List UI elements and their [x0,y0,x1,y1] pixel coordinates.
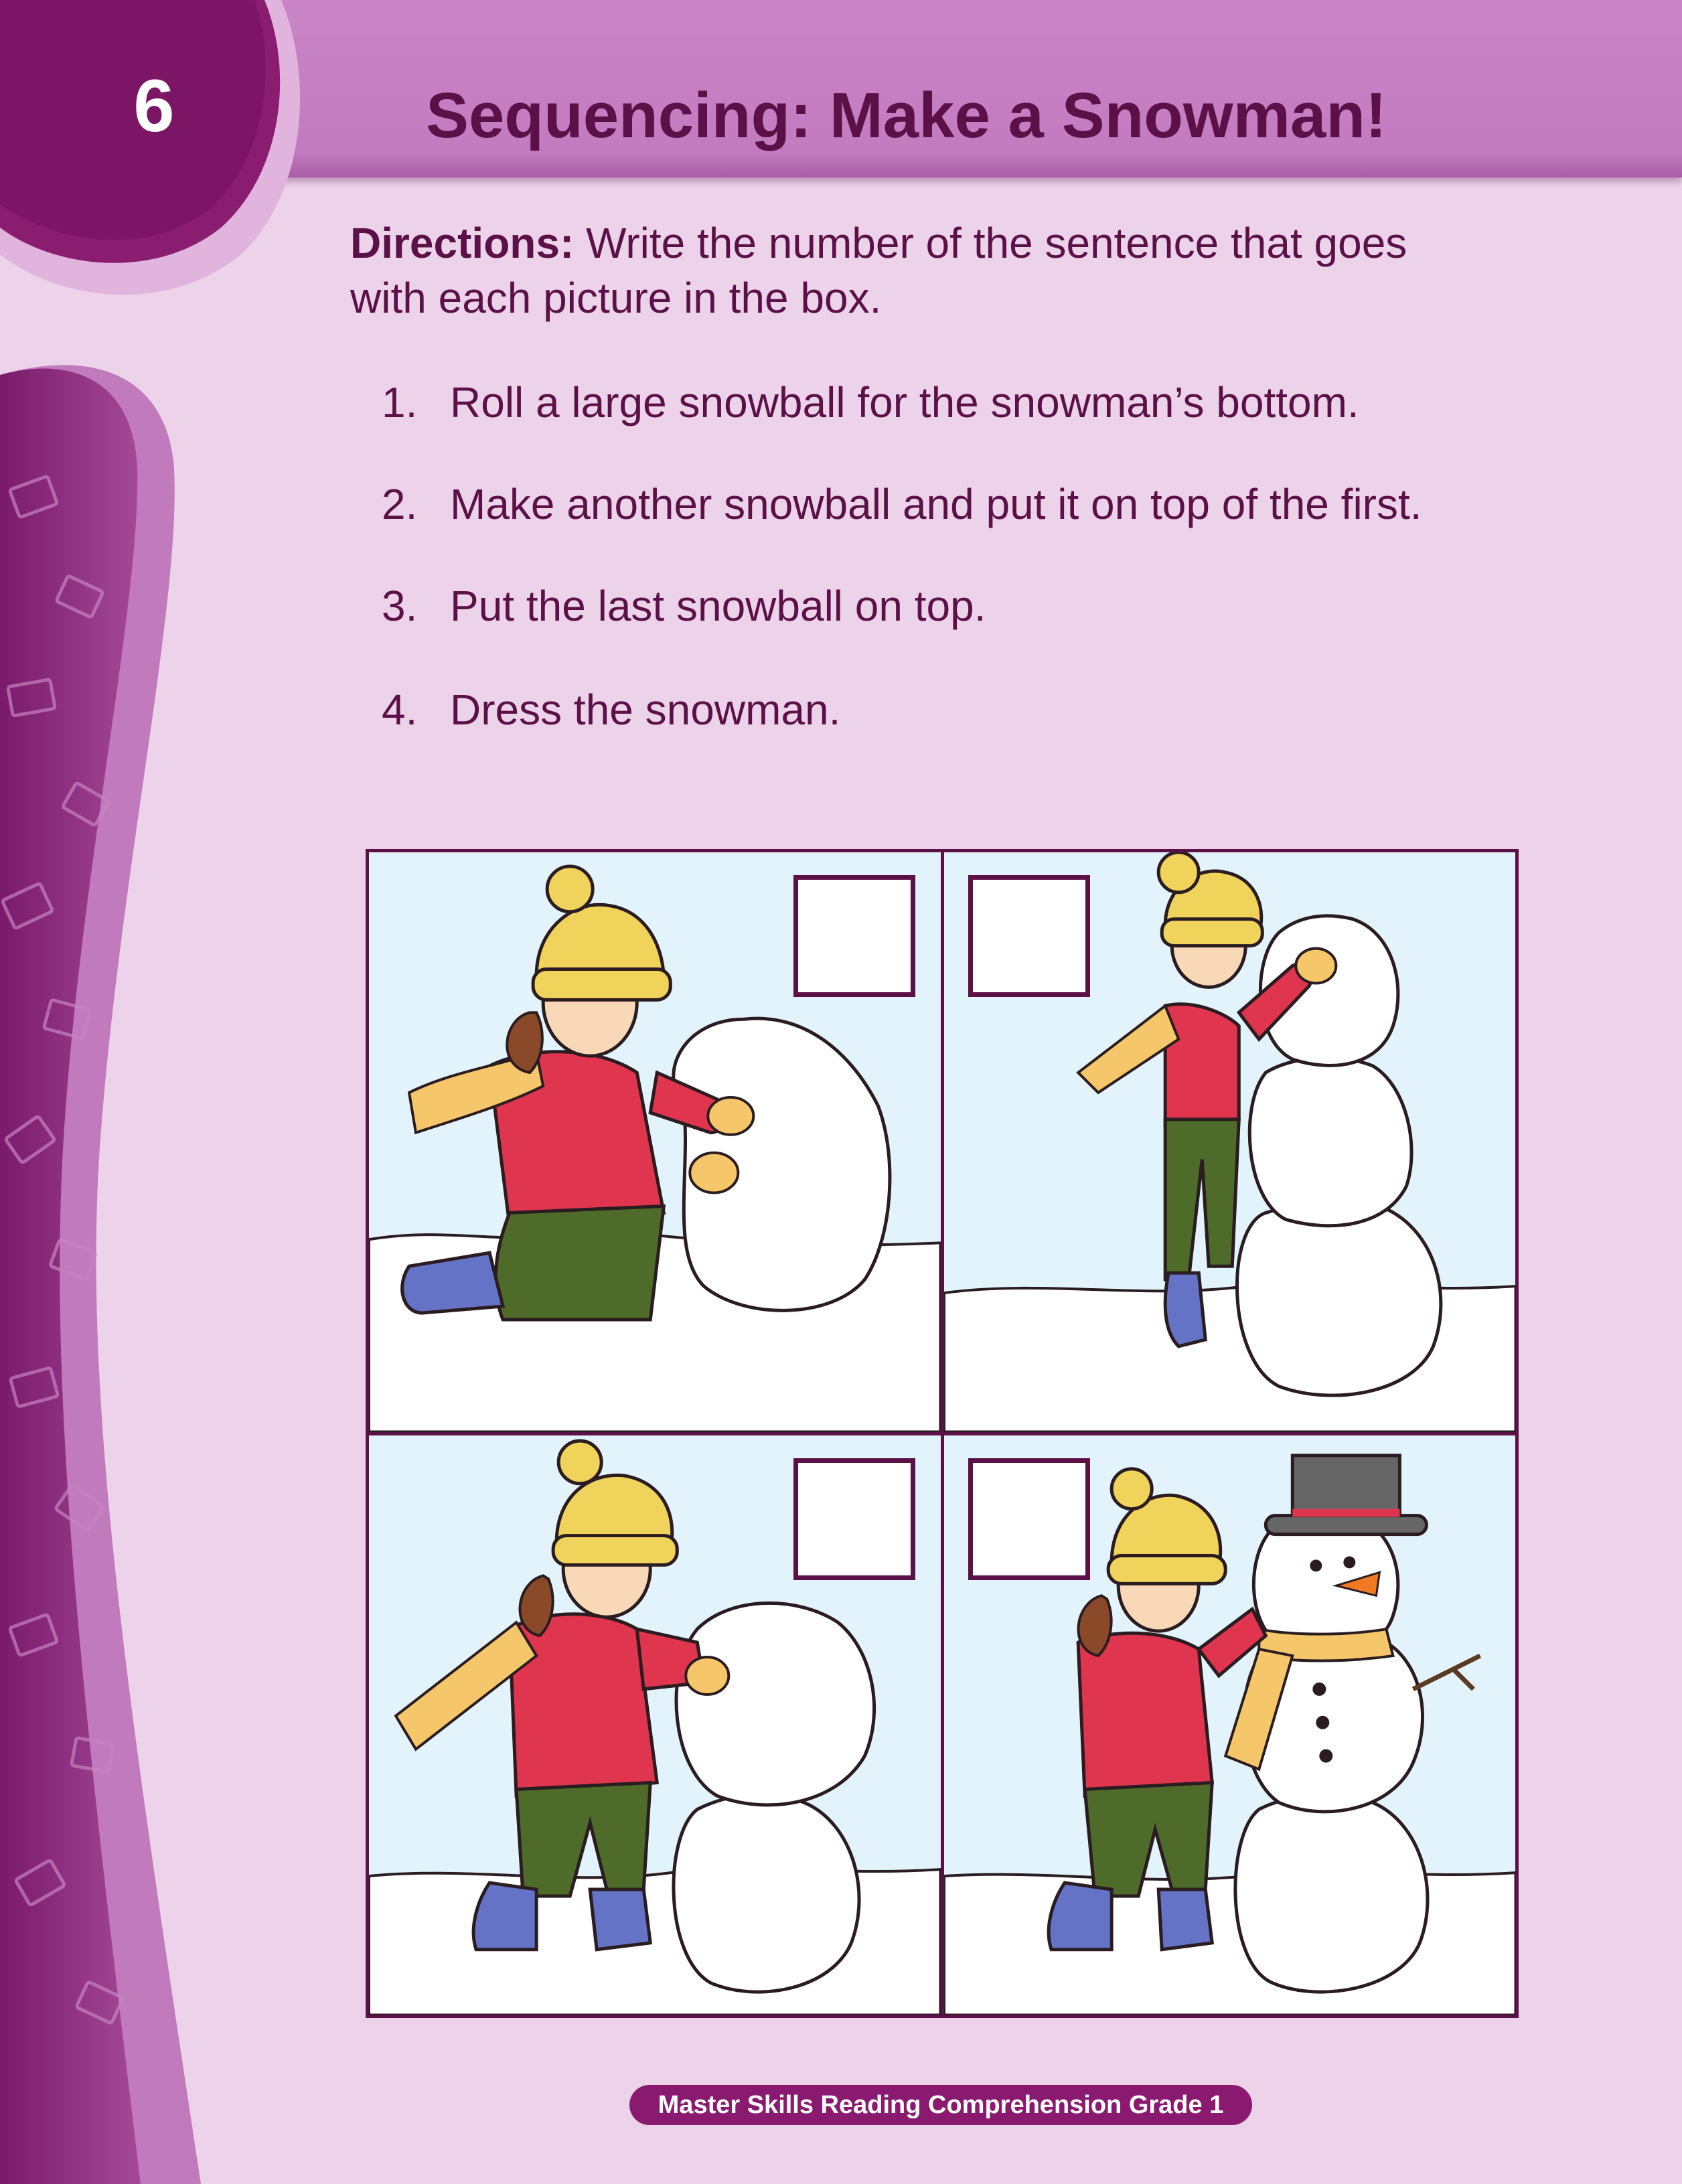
answer-box[interactable] [968,1458,1090,1580]
sentence-number: 3. [382,582,418,630]
page-title: Sequencing: Make a Snowman! [426,80,1387,151]
sentence-item [382,682,1553,737]
picture-grid [366,849,1519,2018]
sentence-item [382,375,1553,430]
directions-label: Directions: [350,219,575,267]
sentence-number: 4. [382,686,418,734]
side-decoration [0,0,348,2184]
answer-box[interactable] [968,875,1090,997]
answer-box[interactable] [793,875,915,997]
sentence-list [382,375,1553,737]
directions [350,216,1488,325]
sentence-text: Roll a large snowball for the snowman’s bottom. [450,378,1359,426]
picture-panel [944,1435,1516,2015]
sentence-number: 2. [382,480,418,528]
sentence-item [382,477,1553,532]
picture-panel [369,1435,941,2015]
footer-title: Master Skills Reading Comprehension Grade 1 [629,2085,1252,2125]
sentence-number: 1. [382,378,418,426]
picture-panel [944,852,1516,1432]
sentence-text: Dress the snowman. [450,686,841,734]
directions-text: Write the number of the sentence that goes with each picture in the box. [350,219,1407,322]
sentence-item [382,578,1553,633]
sentence-text: Put the last snowball on top. [450,582,986,630]
answer-box[interactable] [793,1458,915,1580]
page-number: 6 [133,65,175,147]
picture-panel [369,852,941,1432]
sentence-text: Make another snowball and put it on top of the first. [450,480,1422,528]
